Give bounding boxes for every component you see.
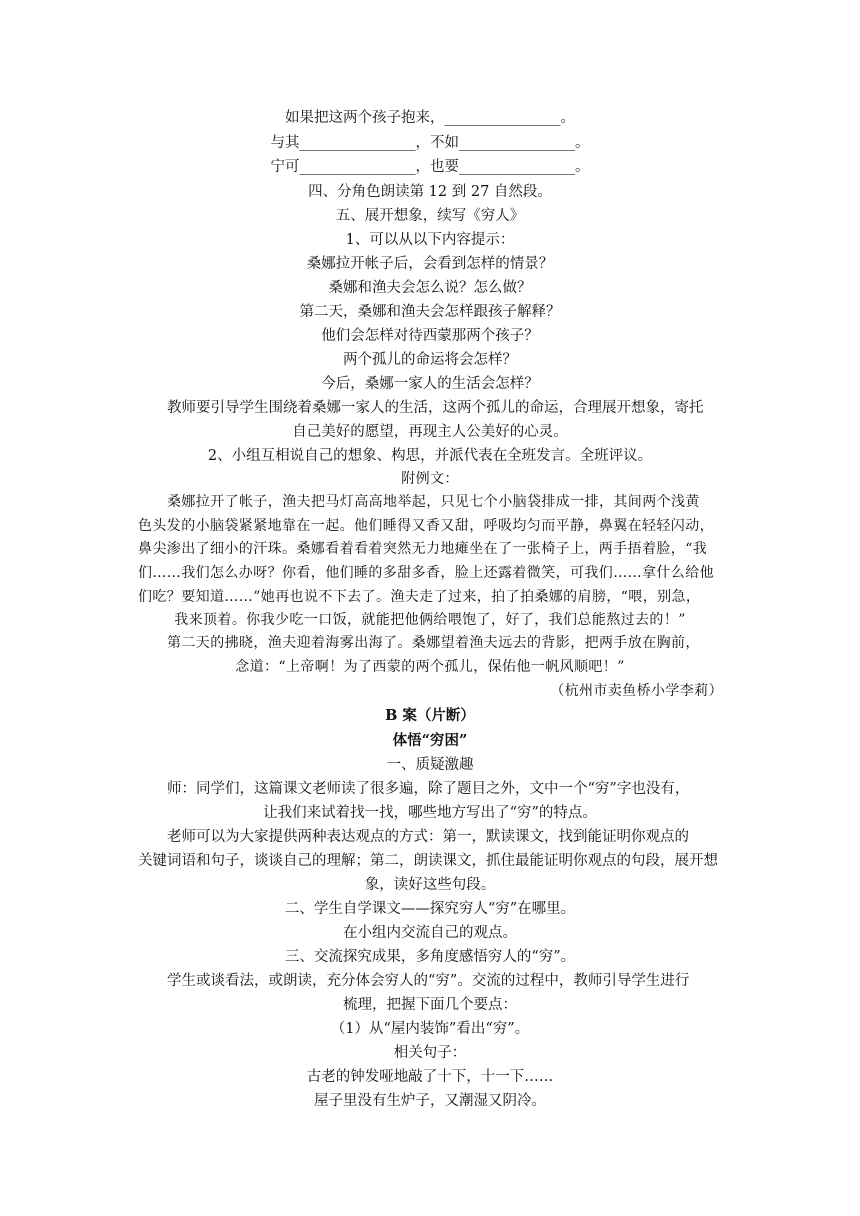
fill-blank-line-2: 与其________________，不如________________。 [270, 135, 590, 151]
teacher-question-line-2: 让我们来试着找一找，哪些地方写出了“穷”的特点。 [263, 805, 597, 821]
example-paragraph-line: 桑娜拉开了帐子，渔夫把马灯高高地举起，只见七个小脑袋排成一排，其间两个浅黄 [167, 494, 700, 510]
teacher-note-line-1: 教师要引导学生围绕着桑娜一家人的生活，这两个孤儿的命运，合理展开想象，寄托 [167, 400, 704, 416]
group-task: 2、小组互相说自己的想象、构思，并派代表在全班发言。全班评议。 [207, 448, 653, 464]
quote-line-2: 屋子里没有生炉子，又潮湿又阴冷。 [314, 1093, 546, 1109]
step-one-heading: 一、质疑激趣 [386, 757, 474, 773]
hint-item: 两个孤儿的命运将会怎样？ [343, 352, 517, 368]
step-five-heading: 五、展开想象，续写《穷人》 [335, 208, 525, 224]
example-paragraph-line: 鼻尖渗出了细小的汗珠。桑娜看着看着突然无力地瘫坐在了一张椅子上，两手捂着脸，“我 [138, 541, 708, 557]
example-heading: 附例文： [401, 471, 459, 487]
example-paragraph-line: 第二天的拂晓，渔夫迎着海雾出海了。桑娜望着渔夫远去的背影，把两手放在胸前， [167, 635, 700, 651]
example-paragraph-line: 们……我们怎么办呀？你看，他们睡的多甜多香，脸上还露着微笑，可我们……拿什么给他 [138, 565, 714, 581]
author-credit: （杭州市卖鱼桥小学李莉） [550, 683, 723, 699]
fill-blank-line-1: 如果把这两个孩子抱来，________________。 [285, 110, 575, 126]
method-line-3: 象，读好这些句段。 [364, 877, 496, 893]
step-two-note: 在小组内交流自己的观点。 [343, 925, 517, 941]
hint-item: 桑娜和渔夫会怎么说？怎么做？ [328, 280, 532, 296]
related-sentences-label: 相关句子： [393, 1045, 467, 1061]
teacher-question-line-1: 师：同学们，这篇课文老师读了很多遍，除了题目之外，文中一个“穷”字也没有， [167, 781, 690, 797]
example-paragraph-line: 我来顶着。你我少吃一口饭，就能把他俩给喂饱了，好了，我们总能熬过去的！” [174, 612, 686, 628]
hint-item: 桑娜拉开帐子后，会看到怎样的情景？ [306, 256, 554, 272]
step-four-heading: 四、分角色朗读第 12 到 27 自然段。 [308, 184, 552, 200]
example-paragraph-line: 们吃？要知道……”她再也说不下去了。渔夫走了过来，拍了拍桑娜的肩膀，“喂，别急， [138, 589, 701, 605]
discussion-line-2: 梳理，把握下面几个要点： [343, 997, 517, 1013]
quote-line-1: 古老的钟发哑地敲了十下，十一下…… [306, 1069, 554, 1085]
hint-item: 第二天，桑娜和渔夫会怎样跟孩子解释？ [299, 304, 561, 320]
step-two-heading: 二、学生自学课文——探究穷人“穷”在哪里。 [284, 901, 576, 917]
section-b-subtitle: 体悟“穷困” [392, 732, 468, 749]
discussion-line-1: 学生或谈看法，或朗读，充分体会穷人的“穷”。交流的过程中，教师引导学生进行 [167, 973, 690, 989]
point-one: （1）从“屋内装饰”看出“穷”。 [330, 1021, 530, 1037]
fill-blank-line-3: 宁可________________，也要________________。 [270, 159, 590, 175]
hint-intro: 1、可以从以下内容提示： [345, 232, 515, 248]
section-b-title: B 案（片断） [385, 707, 475, 724]
method-line-2: 关键词语和句子，谈谈自己的理解；第二，朗读课文，抓住最能证明你观点的句段，展开想 [138, 853, 718, 869]
step-three-heading: 三、交流探究成果，多角度感悟穷人的“穷”。 [284, 949, 576, 965]
teacher-note-line-2: 自己美好的愿望，再现主人公美好的心灵。 [292, 424, 568, 440]
method-line-1: 老师可以为大家提供两种表达观点的方式：第一，默读课文，找到能证明你观点的 [167, 829, 689, 845]
example-paragraph-line: 念道：“上帝啊！为了西蒙的两个孤儿，保佑他一帆风顺吧！” [235, 659, 625, 675]
example-paragraph-line: 色头发的小脑袋紧紧地靠在一起。他们睡得又香又甜，呼吸均匀而平静，鼻翼在轻轻闪动， [138, 518, 714, 534]
hint-item: 他们会怎样对待西蒙那两个孩子？ [321, 328, 539, 344]
hint-item: 今后，桑娜一家人的生活会怎样？ [321, 376, 539, 392]
